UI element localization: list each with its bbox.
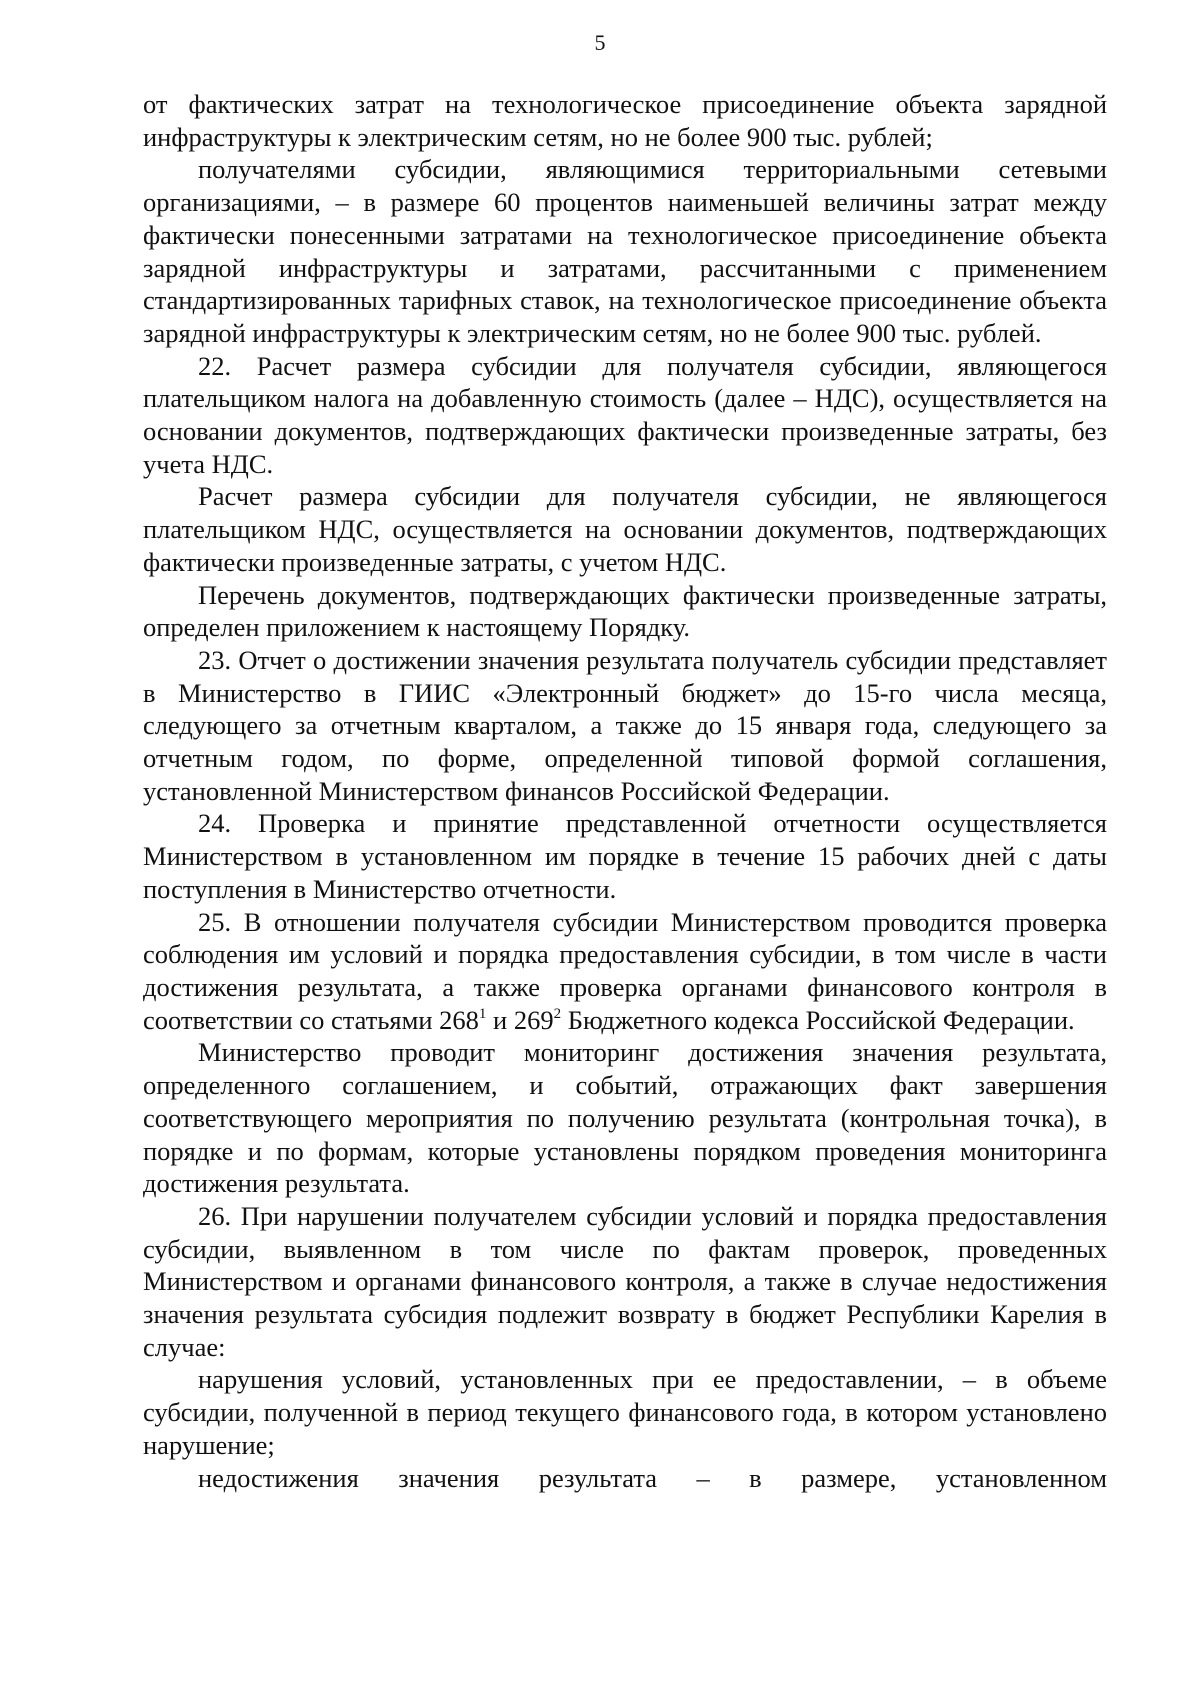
page-number: 5: [594, 30, 606, 55]
paragraph-item-25-text-c: Бюджетного кодекса Российской Федерации.: [561, 1004, 1075, 1035]
paragraph-documents-list: Перечень документов, подтверждающих фактически произведенные затраты, определен приложением к настоящему Порядку.: [143, 579, 1107, 643]
paragraph-monitoring: Министерство проводит мониторинг достижения значения результата, определенного соглашением, и событий, отражающих факт завершения соответствующего мероприятия по получению результата (контрольная точка), в порядке и по формам, которые установлены порядком проведения мониторинга достижения результата.: [143, 1037, 1107, 1199]
paragraph-item-25-text-a: 25. В отношении получателя субсидии Министерством проводится проверка соблюдения им условий и порядка предоставления субсидии, в том числе в части достижения результата, а также проверка органами финансового контроля в соответствии со статьями 268: [143, 906, 1107, 1035]
footnote-sup-2: 2: [553, 1005, 562, 1022]
document-body: [143, 88, 1107, 1494]
paragraph-item-25-text-b: и 269: [486, 1004, 554, 1035]
paragraph-item-26: 26. При нарушении получателем субсидии условий и порядка предоставления субсидии, выявленном в том числе по фактам проверок, проведенных Министерством и органами финансового контроля, а также в случае недостижения значения результата субсидия подлежит возврату в бюджет Республики Карелия в случае:: [143, 1200, 1107, 1362]
paragraph-item-24: 24. Проверка и принятие представленной отчетности осуществляется Министерством в установленном им порядке в течение 15 рабочих дней с даты поступления в Министерство отчетности.: [143, 808, 1107, 904]
paragraph-violation-conditions: нарушения условий, установленных при ее предоставлении, – в объеме субсидии, полученной в период текущего финансового года, в котором установлено нарушение;: [143, 1364, 1107, 1460]
paragraph-network-organizations: получателями субсидии, являющимися территориальными сетевыми организациями, – в размере 60 процентов наименьшей величины затрат между фактически понесенными затратами на технологическое присоединение объекта зарядной инфраструктуры и затратами, рассчитанными с применением стандартизированных тарифных ставок, на технологическое присоединение объекта зарядной инфраструктуры к электрическим сетям, но не более 900 тыс. рублей.: [143, 154, 1107, 348]
paragraph-item-25: [143, 906, 1107, 1037]
paragraph-item-22: 22. Расчет размера субсидии для получателя субсидии, являющегося плательщиком налога на добавленную стоимость (далее – НДС), осуществляется на основании документов, подтверждающих фактически произведенные затраты, без учета НДС.: [143, 350, 1107, 479]
paragraph-non-achievement: недостижения значения результата – в размере, установленном: [198, 1462, 1107, 1493]
footnote-sup-1: 1: [478, 1005, 487, 1022]
paragraph-non-vat-payer: Расчет размера субсидии для получателя субсидии, не являющегося плательщиком НДС, осуществляется на основании документов, подтверждающих фактически произведенные затраты, с учетом НДС.: [143, 481, 1107, 577]
paragraph-continuation: от фактических затрат на технологическое присоединение объекта зарядной инфраструктуры к электрическим сетям, но не более 900 тыс. рублей;: [143, 89, 1107, 152]
paragraph-item-23: 23. Отчет о достижении значения результата получатель субсидии представляет в Министерство в ГИИС «Электронный бюджет» до 15-го числа месяца, следующего за отчетным кварталом, а также до 15 января года, следующего за отчетным годом, по форме, определенной типовой формой соглашения, установленной Министерством финансов Российской Федерации.: [143, 644, 1107, 806]
